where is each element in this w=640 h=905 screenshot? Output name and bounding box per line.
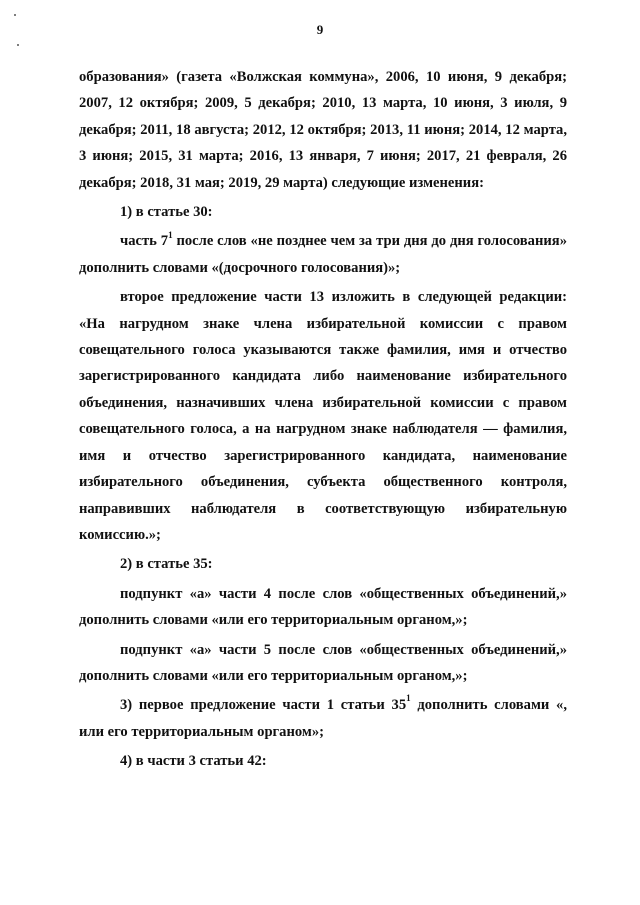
- scan-speck: [17, 44, 19, 46]
- paragraph-part-5: подпункт «а» части 5 после слов «общественных объединений,» дополнить словами «или его территориальным органом,»;: [79, 641, 567, 684]
- scan-speck: [14, 14, 16, 16]
- paragraph-item-3-end: дополнить словами «, или его территориальным органом»;: [79, 697, 567, 740]
- paragraph-part-7-1-start: часть 7: [120, 233, 169, 250]
- paragraph-part-13: второе предложение части 13 изложить в следующей редакции: «На нагрудном знаке члена избирательной комиссии с правом совещательного голоса указываются также фамилия, имя и отчество зарегистрированного кандидата либо наименование избирательного объединения, назначивших члена избирательной комиссии с правом совещательного голоса, а на нагрудном знаке наблюдателя — фамилия, имя и отчество зарегистрированного кандидата, наименование избирательного объединения, субъекта общественного контроля, направивших наблюдателя в соответствующую избирательную комиссию.»;: [79, 289, 567, 543]
- superscript-index: 1: [406, 693, 411, 704]
- paragraph-item-4-heading: 4) в части 3 статьи 42:: [120, 753, 267, 770]
- paragraph-intro: образования» (газета «Волжская коммуна», 2006, 10 июня, 9 декабря; 2007, 12 октября; 2009, 5 декабря; 2010, 13 марта, 10 июня, 3 июля, 9 декабря; 2011, 18 августа; 2012, 12 октября; 2013, 11 июня; 2014, 12 марта, 3 июня; 2015, 31 марта; 2016, 13 января, 7 июня; 2017, 21 февраля, 26 декабря; 2018, 31 мая; 2019, 29 марта) следующие изменения:: [79, 69, 567, 191]
- paragraph-part-7-1: [79, 228, 567, 281]
- paragraph-part-4: подпункт «а» части 4 после слов «общественных объединений,» дополнить словами «или его территориальным органом,»;: [79, 585, 567, 629]
- document-body: [79, 64, 567, 775]
- paragraph-part-7-1-end: после слов «не позднее чем за три дня до дня голосования» дополнить словами «(досрочного голосования)»;: [79, 233, 567, 276]
- paragraph-item-3-start: 3) первое предложение части 1 статьи 35: [120, 697, 407, 714]
- page-number: 9: [316, 22, 324, 37]
- paragraph-item-3: [79, 692, 567, 745]
- superscript-index: 1: [168, 229, 173, 240]
- paragraph-item-2-heading: 2) в статье 35:: [120, 556, 213, 573]
- paragraph-item-1-heading: 1) в статье 30:: [120, 204, 213, 221]
